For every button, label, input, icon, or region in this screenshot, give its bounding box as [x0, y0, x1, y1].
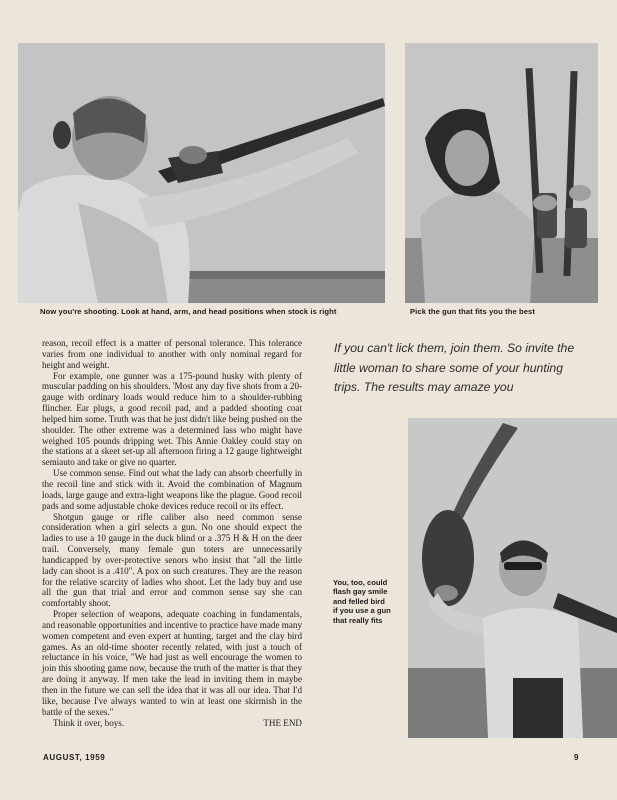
body-paragraph: Use common sense. Find out what the lady can absorb cheerfully in the recoil line and stick with it. Avoid the combination of Magnum loads, large gauge and extra-light weapons like the plague. Good recoil pads and some adjustable choke devices reduce recoil or its effect. — [42, 468, 302, 511]
photo-man-pheasant — [408, 418, 617, 738]
closing-text: Think it over, boys. — [53, 717, 125, 728]
caption-line: that really fits — [333, 615, 383, 625]
end-mark: THE END — [263, 717, 302, 728]
photo-man-pheasant-caption — [333, 578, 409, 625]
body-paragraph: Shotgun gauge or rifle caliber also need common sense consideration when a girl selects a gun. No one should expect the ladies to use a 10 gauge in the duck blind or a .375 H & H on the deer trail. Conversely, many female gun toters are unnecessarily handicapped by over-protective senors who insist that "all the little lady can shoot is a .410". A pox on such creatures. They are the reason for the relative scarcity of ladies who shoot. Let the lady buy and use all the gun that trial and error and common sense say she can comfortably shoot. — [42, 511, 302, 609]
photo-woman-shooting — [18, 43, 385, 303]
article-body — [42, 338, 302, 728]
photo-woman-guns-art — [405, 43, 598, 303]
body-paragraph: Proper selection of weapons, adequate coaching in fundamentals, and reasonable opportunities and incentive to practice have made many women competent and even expert at hunting, target and the clay bird games. As an old-time shooter recently related, with just a touch of reluctance in his voice, "We had just as well encourage the women to join this shooting game now, because the truth of the matter is that they are doing it anyway. If men take the lead in inviting them in maybe then in the future we can sell the idea that it was all our idea. That I'd like, because I've always wanted to win at least one skirmish in the battle of the sexes." — [42, 609, 302, 717]
body-paragraph: For example, one gunner was a 175-pound husky with plenty of muscular padding on his shoulders. 'Most any day five shots from a 20-gauge with ordinary loads would reduce him to a shoulder-rubbing flincher. Ear plugs, a good recoil pad, and a padded shooting coat helped him some. Truth was that he just didn't like being pushed on the shoulder. The other extreme was a determined lass who might have weighed 105 pounds dripping wet. This Annie Oakley could stay on the stations at a skeet set-up all afternoon firing a 12 gauge lightweight semiauto and take or give no quarter. — [42, 370, 303, 468]
photo-man-pheasant-art — [408, 418, 617, 738]
photo-woman-shooting-caption: Now you're shooting. Look at hand, arm, and head positions when stock is right — [40, 307, 337, 316]
caption-line: if you use a gun — [333, 606, 391, 616]
photo-woman-guns-caption: Pick the gun that fits you the best — [410, 307, 536, 316]
page-number: 9 — [574, 753, 580, 762]
caption-line: and felled bird — [333, 596, 385, 606]
body-paragraph: reason, recoil effect is a matter of personal tolerance. This tolerance varies from one individual to another with only nominal regard for height and weight. — [42, 338, 302, 370]
photo-woman-shooting-art — [18, 43, 385, 303]
photo-woman-guns — [405, 43, 598, 303]
caption-line: flash gay smile — [333, 587, 388, 597]
footer-date: AUGUST, 1959 — [43, 753, 106, 762]
caption-line: You, too, could — [333, 578, 388, 587]
closing-line — [42, 718, 302, 729]
pull-quote: If you can't lick them, join them. So invite the little woman to share some of your hunting trips. The results may amaze you — [334, 341, 575, 394]
